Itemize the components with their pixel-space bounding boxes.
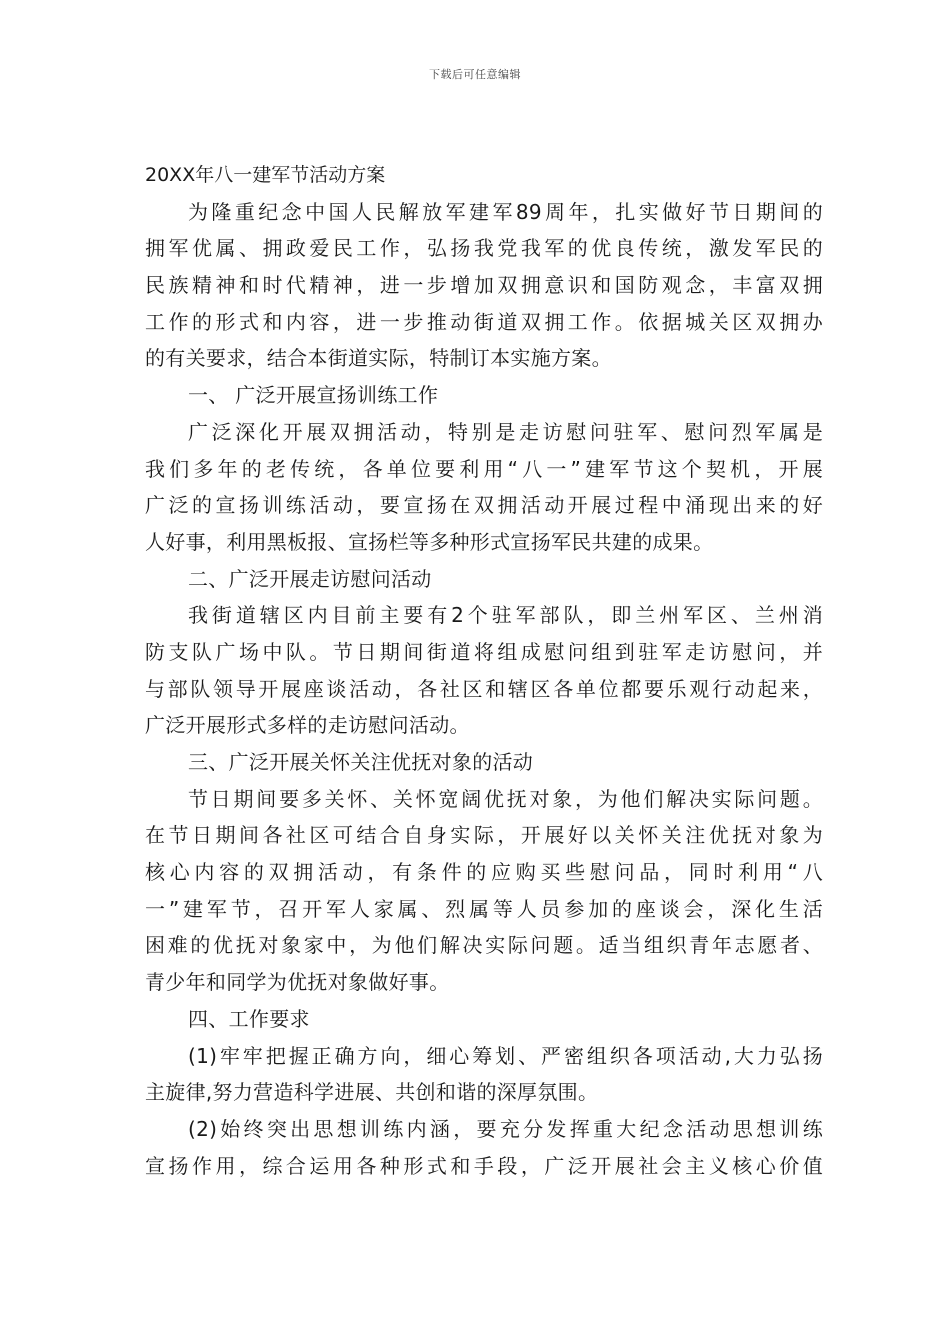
section-heading: 一、 广泛开展宣扬训练工作 xyxy=(188,383,439,408)
paragraph-line: 广泛深化开展双拥活动，特别是走访慰问驻军、慰问烈军属是 xyxy=(188,419,823,444)
paragraph-line: 防支队广场中队。节日期间街道将组成慰问组到驻军走访慰问，并 xyxy=(145,639,823,664)
paragraph-line: 一”建军节，召开军人家属、烈属等人员参加的座谈会，深化生活 xyxy=(145,896,823,921)
paragraph-line: 主旋律,努力营造科学进展、共创和谐的深厚氛围。 xyxy=(145,1080,599,1105)
paragraph-line: 民族精神和时代精神，进一步增加双拥意识和国防观念，丰富双拥 xyxy=(145,273,823,298)
paragraph-line: 我们多年的老传统，各单位要利用“八一”建军节这个契机，开展 xyxy=(145,456,823,481)
section-heading: 三、广泛开展关怀关注优抚对象的活动 xyxy=(188,750,534,774)
paragraph-line: 人好事，利用黑板报、宣扬栏等多种形式宣扬军民共建的成果。 xyxy=(145,529,714,554)
document-title: 20XX年八一建军节活动方案 xyxy=(145,164,386,186)
paragraph-line: 广泛开展形式多样的走访慰问活动。 xyxy=(145,713,470,738)
paragraph-line: 拥军优属、拥政爱民工作，弘扬我党我军的优良传统，激发军民的 xyxy=(145,236,823,261)
header-note: 下载后可任意编辑 xyxy=(429,68,521,81)
paragraph-line: 的有关要求，结合本街道实际，特制订本实施方案。 xyxy=(145,346,612,371)
paragraph-line: 节日期间要多关怀、关怀宽阔优抚对象，为他们解决实际问题。 xyxy=(188,786,823,811)
paragraph-line: 困难的优抚对象家中，为他们解决实际问题。适当组织青年志愿者、 xyxy=(145,933,823,958)
document-body xyxy=(145,157,823,1184)
paragraph-line: (2)始终突出思想训练内涵，要充分发挥重大纪念活动思想训练 xyxy=(188,1116,823,1141)
paragraph-line: 青少年和同学为优抚对象做好事。 xyxy=(145,970,450,995)
paragraph-line: 工作的形式和内容，进一步推动街道双拥工作。依据城关区双拥办 xyxy=(145,309,823,334)
paragraph-line: 广泛的宣扬训练活动，要宣扬在双拥活动开展过程中涌现出来的好 xyxy=(145,493,823,518)
paragraph-line: (1)牢牢把握正确方向，细心筹划、严密组织各项活动,大力弘扬 xyxy=(188,1043,823,1068)
paragraph-line: 为隆重纪念中国人民解放军建军89周年，扎实做好节日期间的 xyxy=(188,199,823,224)
paragraph-line: 宣扬作用，综合运用各种形式和手段，广泛开展社会主义核心价值 xyxy=(145,1153,823,1178)
paragraph-line: 我街道辖区内目前主要有2个驻军部队，即兰州军区、兰州消 xyxy=(188,603,823,628)
paragraph-line: 核心内容的双拥活动，有条件的应购买些慰问品，同时利用“八 xyxy=(145,860,823,885)
section-heading: 四、工作要求 xyxy=(188,1006,310,1031)
paragraph-line: 与部队领导开展座谈活动，各社区和辖区各单位都要乐观行动起来， xyxy=(145,676,823,701)
section-heading: 二、广泛开展走访慰问活动 xyxy=(188,566,432,591)
paragraph-line: 在节日期间各社区可结合自身实际，开展好以关怀关注优抚对象为 xyxy=(145,823,823,848)
